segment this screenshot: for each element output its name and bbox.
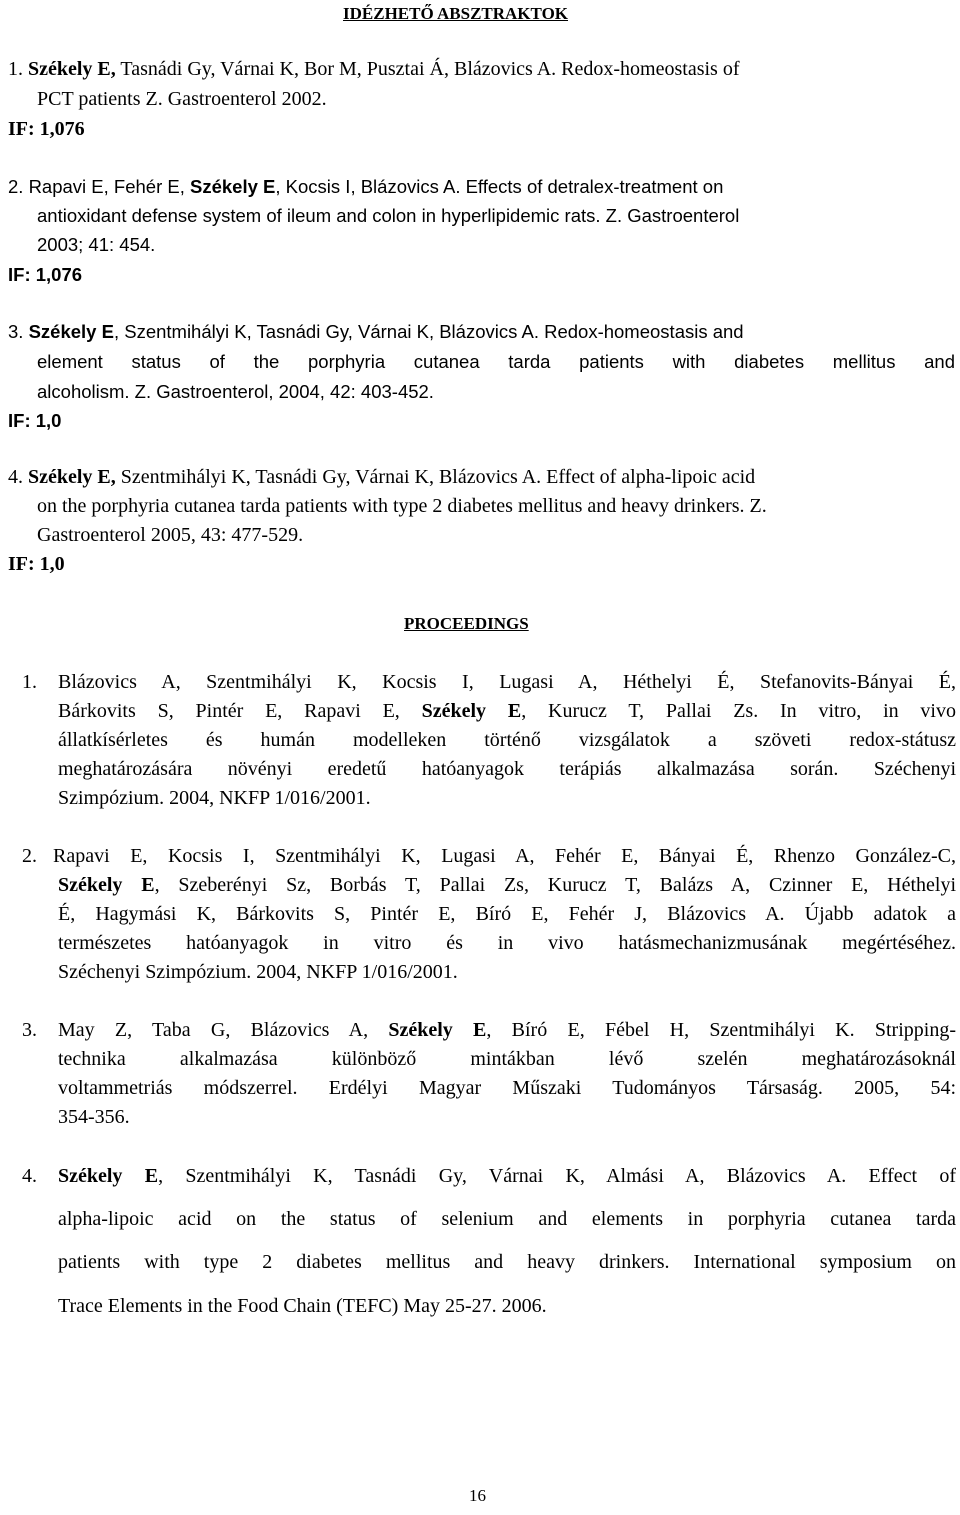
text-run: természetes hatóanyagok in vitro és in vivo hatásmechanizmusának megértéséhez. [58,932,956,954]
text-run: 3. [8,321,29,342]
text-run: alpha-lipoic acid on the status of selenium and elements in porphyria cutanea tarda [58,1208,956,1230]
bold-text-run: Székely E [58,874,155,896]
abstract-3-impact-factor [8,409,61,433]
abstract-1-line-2 [37,87,327,111]
abstract-3-line-1 [8,320,744,344]
text-run: 354-356. [58,1106,130,1128]
proceedings-3-line-2 [58,1047,956,1071]
text-run: technika alkalmazása különböző mintákban lévő szelén meghatározásoknál [58,1048,956,1070]
bold-text-run: Székely E [190,176,276,197]
abstracts-heading: IDÉZHETŐ ABSZTRAKTOK [343,4,569,23]
text-run: 2. Rapavi E, Fehér E, [8,176,191,197]
text-run: Széchenyi Szimpózium. 2004, NKFP 1/016/2001. [58,961,458,983]
text-run: 4. [8,466,28,488]
bold-text-run: Székely E, [28,466,116,488]
text-run: , Szentmihályi K, Tasnádi Gy, Várnai K, Almási A, Blázovics A. Effect of [158,1165,956,1187]
text-run: Szentmihályi K, Tasnádi Gy, Várnai K, Blázovics A. Effect of alpha-lipoic acid [115,466,756,488]
page-number: 16 [469,1486,486,1505]
text-run: Gastroenterol 2005, 43: 477-529. [37,524,304,546]
proceedings-1-line-5 [58,786,371,810]
proceedings-3-line-4 [58,1105,130,1129]
proceedings-4-number: 4. [22,1165,37,1187]
bold-text-run: IF: 1,0 [8,553,65,575]
abstract-1-impact-factor [8,117,85,141]
proceedings-3-line-1 [58,1018,956,1042]
bold-text-run: IF: 1,076 [8,118,85,140]
bold-text-run: IF: 1,0 [8,410,62,431]
text-run: Rapavi E, Kocsis I, Szentmihályi K, Lugasi A, Fehér E, Bányai É, Rhenzo González-C, [53,845,956,867]
text-run: alcoholism. Z. Gastroenterol, 2004, 42: 403-452. [37,381,434,402]
bold-text-run: Székely E [28,321,114,342]
proceedings-2-line-1 [53,844,956,868]
text-run: voltammetriás módszerrel. Erdélyi Magyar Műszaki Tudományos Társaság. 2005, 54: [58,1077,956,1099]
text-run: meghatározására növényi eredetű hatóanyagok terápiás alkalmazása során. Széchenyi [58,758,956,780]
abstract-2-line-3 [37,233,155,257]
proceedings-2-line-2 [58,873,956,897]
abstract-4-impact-factor [8,552,65,576]
text-run: Trace Elements in the Food Chain (TEFC) May 25-27. 2006. [58,1295,547,1317]
proceedings-2-line-4 [58,931,956,955]
proceedings-4-line-4 [58,1294,547,1318]
abstract-4-line-3 [37,523,303,547]
text-run: , Bíró E, Fébel H, Szentmihályi K. Stripping- [486,1019,956,1041]
proceedings-3-number: 3. [22,1019,37,1041]
text-run: , Kocsis I, Blázovics A. Effects of detralex-treatment on [275,176,724,197]
text-run: , Kurucz T, Pallai Zs. In vitro, in vivo [521,700,956,722]
bold-text-run: Székely E [388,1019,487,1041]
bold-text-run: IF: 1,076 [8,264,83,285]
abstract-3-line-3 [37,380,434,404]
proceedings-4-line-1 [58,1164,956,1188]
text-run: May Z, Taba G, Blázovics A, [58,1019,389,1041]
text-run: patients with type 2 diabetes mellitus and heavy drinkers. International symposium on [58,1251,956,1273]
text-run: 2003; 41: 454. [37,234,156,255]
proceedings-4-line-3 [58,1250,956,1274]
abstract-3-line-2 [37,350,955,374]
text-run: Blázovics A, Szentmihályi K, Kocsis I, Lugasi A, Héthelyi É, Stefanovits-Bányai É, [58,671,956,693]
text-run: 1. [8,58,28,80]
text-run: állatkísérletes és humán modelleken történő vizsgálatok a szöveti redox-státusz [58,729,956,751]
text-run: , Szentmihályi K, Tasnádi Gy, Várnai K, Blázovics A. Redox-homeostasis and [113,321,744,342]
abstract-1-line-1 [8,57,740,81]
text-run: Bárkovits S, Pintér E, Rapavi E, [58,700,422,722]
proceedings-1-line-4 [58,757,956,781]
proceedings-4-line-2 [58,1207,956,1231]
proceedings-1-line-1 [58,670,956,694]
text-run: , Szeberényi Sz, Borbás T, Pallai Zs, Kurucz T, Balázs A, Czinner E, Héthelyi [154,874,956,896]
bold-text-run: Székely E [421,700,522,722]
abstract-4-line-2 [37,494,767,518]
text-run: É, Hagymási K, Bárkovits S, Pintér E, Bíró E, Fehér J, Blázovics A. Újabb adatok a [58,903,956,925]
proceedings-1-number: 1. [22,671,37,693]
text-run: Tasnádi Gy, Várnai K, Bor M, Pusztai Á, Blázovics A. Redox-homeostasis of [115,58,740,80]
proceedings-1-line-3 [58,728,956,752]
proceedings-heading: PROCEEDINGS [404,614,529,633]
abstract-4-line-1 [8,465,755,489]
bold-text-run: Székely E, [28,58,116,80]
text-run: on the porphyria cutanea tarda patients with type 2 diabetes mellitus and heavy drinkers. Z. [37,495,767,517]
proceedings-1-line-2 [58,699,956,723]
proceedings-3-line-3 [58,1076,956,1100]
abstract-2-line-1 [8,175,723,199]
text-run: Szimpózium. 2004, NKFP 1/016/2001. [58,787,371,809]
bold-text-run: Székely E [58,1165,159,1187]
abstract-2-impact-factor [8,263,82,287]
text-run: antioxidant defense system of ileum and colon in hyperlipidemic rats. Z. Gastroenterol [37,205,740,226]
text-run: element status of the porphyria cutanea tarda patients with diabetes mellitus and [37,351,955,372]
proceedings-2-line-3 [58,902,956,926]
abstract-2-line-2 [37,204,739,228]
text-run: PCT patients Z. Gastroenterol 2002. [37,88,327,110]
proceedings-2-line-5 [58,960,458,984]
proceedings-2-number: 2. [22,845,37,867]
